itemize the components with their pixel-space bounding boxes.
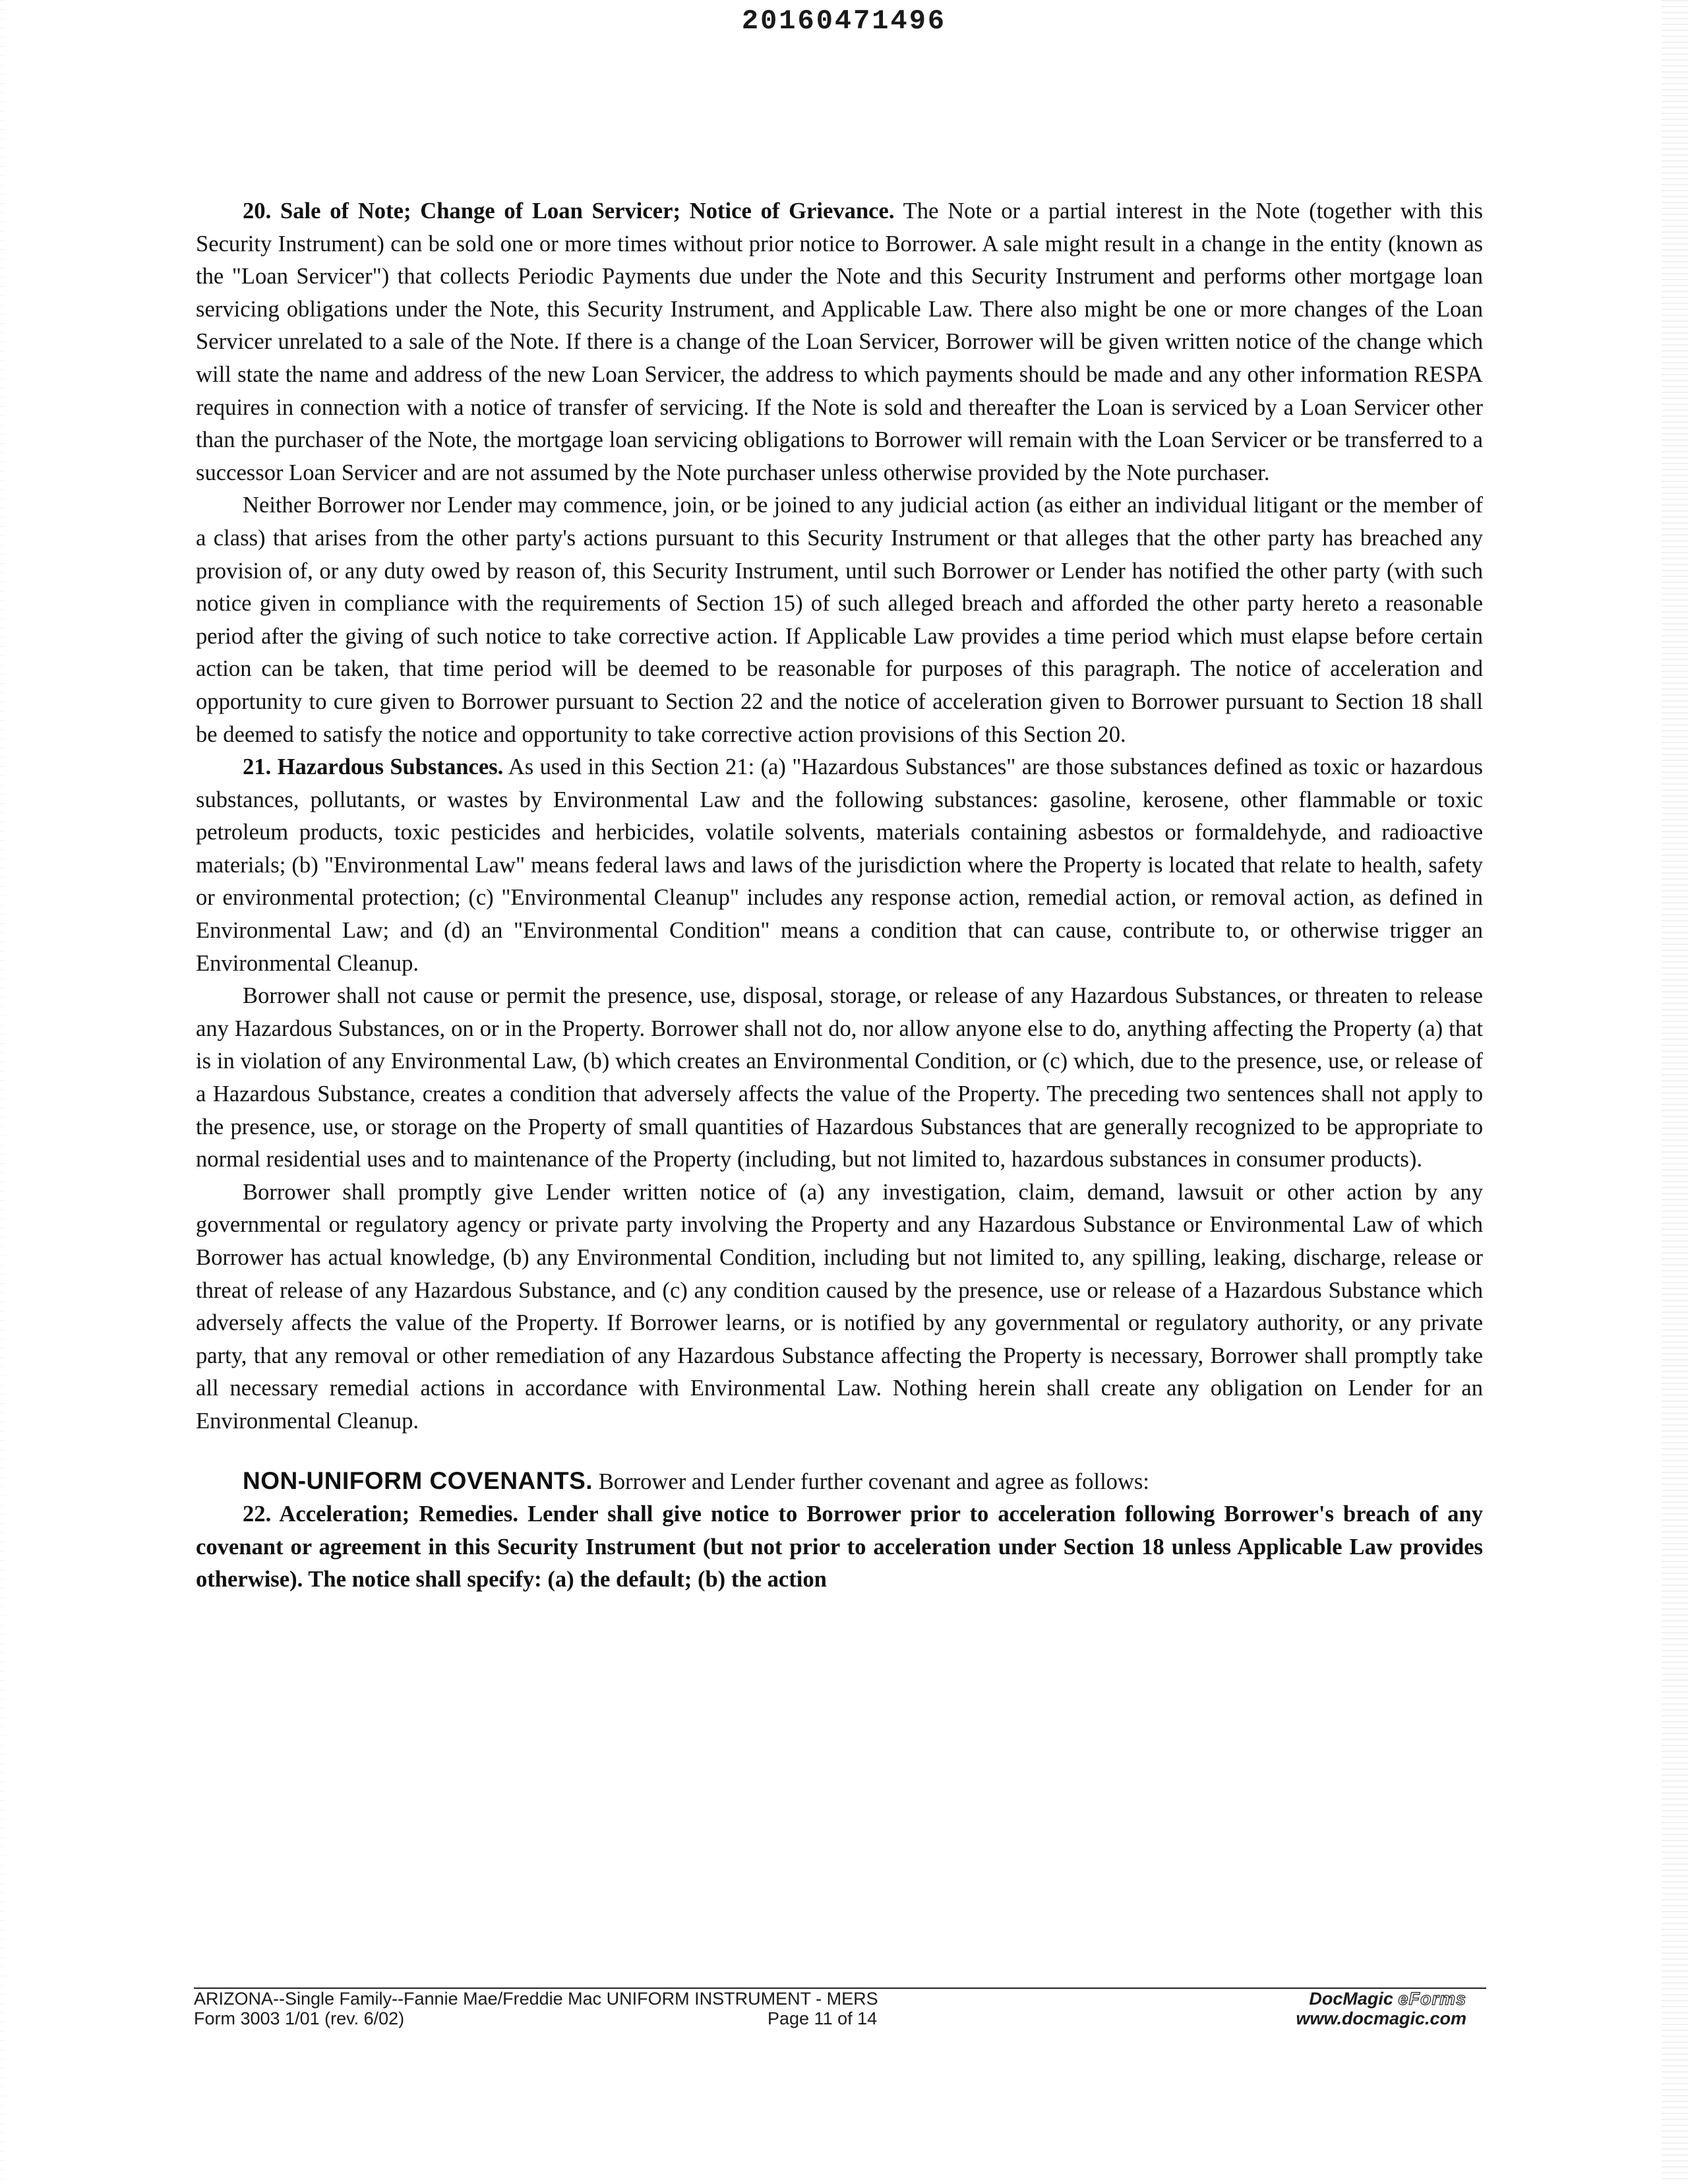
footer-form-info xyxy=(194,1989,1051,2028)
scan-edge-right xyxy=(1662,0,1688,2184)
document-body xyxy=(196,195,1483,1596)
non-uniform-covenants xyxy=(196,1465,1483,1499)
section-20-paragraph-1 xyxy=(196,195,1483,489)
brand-name: DocMagic xyxy=(1309,1989,1393,2009)
brand-eforms-logo: eForms xyxy=(1398,1989,1466,2009)
section-22-text-1: Lender shall give notice to Borrower prior to acceleration following Borrower's breach of any covenant or agreement in this Security Instrument (but not prior to acceleration under Section 18 unless Applicable Law provides otherwise). The notice shall specify: (a) the default; (b) the action xyxy=(196,1502,1483,1592)
recording-number: 20160471496 xyxy=(741,5,947,37)
footer-brand xyxy=(1190,1989,1486,2028)
brand-url: www.docmagic.com xyxy=(1296,2009,1466,2028)
section-20-heading: 20. Sale of Note; Change of Loan Servicer; Notice of Grievance. xyxy=(243,198,895,224)
footer-form-id: Form 3003 1/01 (rev. 6/02) xyxy=(194,2009,405,2028)
section-21-paragraph-2: Borrower shall not cause or permit the presence, use, disposal, storage, or release of any Hazardous Substances, or threaten to release any Hazardous Substances, on or in the Property. Borrower shall not do, nor allow anyone else to do, anything affecting the Property (a) that is in violation of any Environmental Law, (b) which creates an Environmental Condition, or (c) which, due to the presence, use, or release of a Hazardous Substance, creates a condition that adversely affects the value of the Property. The preceding two sentences shall not apply to the presence, use, or storage on the Property of small quantities of Hazardous Substances that are generally recognized to be appropriate to normal residential uses and to maintenance of the Property (including, but not limited to, hazardous substances in consumer products). xyxy=(196,983,1483,1172)
section-21-paragraph-1 xyxy=(196,751,1483,980)
section-21-heading: 21. Hazardous Substances. xyxy=(243,754,504,780)
scan-edge-left xyxy=(0,0,5,2184)
page-footer xyxy=(194,1987,1486,2028)
section-21-text-1: As used in this Section 21: (a) "Hazardous Substances" are those substances defined as toxic or hazardous substances, pollutants, or wastes by Environmental Law and the following substances: gasoline, kerosene, other flammable or toxic petroleum products, toxic pesticides and herbicides, volatile solvents, materials containing asbestos or formaldehyde, and radioactive materials; (b) "Environmental Law" means federal laws and laws of the jurisdiction where the Property is located that relate to health, safety or environmental protection; (c) "Environmental Cleanup" includes any response action, remedial action, or removal action, as defined in Environmental Law; and (d) an "Environmental Condition" means a condition that can cause, contribute to, or otherwise trigger an Environmental Cleanup. xyxy=(196,754,1483,976)
section-20-paragraph-2: Neither Borrower nor Lender may commence, join, or be joined to any judicial action (as either an individual litigant or the member of a class) that arises from the other party's actions pursuant to this Security Instrument or that alleges that the other party has breached any provision of, or any duty owed by reason of, this Security Instrument, until such Borrower or Lender has notified the other party (with such notice given in compliance with the requirements of Section 15) of such alleged breach and afforded the other party hereto a reasonable period after the giving of such notice to take corrective action. If Applicable Law provides a time period which must elapse before certain action can be taken, that time period will be deemed to be reasonable for purposes of this paragraph. The notice of acceleration and opportunity to cure given to Borrower pursuant to Section 22 and the notice of acceleration given to Borrower pursuant to Section 18 shall be deemed to satisfy the notice and opportunity to take corrective action provisions of this Section 20. xyxy=(196,493,1483,747)
non-uniform-heading: NON-UNIFORM COVENANTS. xyxy=(243,1467,593,1494)
section-21-paragraph-3: Borrower shall promptly give Lender written notice of (a) any investigation, claim, demand, lawsuit or other action by any governmental or regulatory agency or private party involving the Property and any Hazardous Substance or Environmental Law of which Borrower has actual knowledge, (b) any Environmental Condition, including but not limited to, any spilling, leaking, discharge, release or threat of release of any Hazardous Substance, and (c) any condition caused by the presence, use or release of a Hazardous Substance which adversely affects the value of the Property. If Borrower learns, or is notified by any governmental or regulatory authority, or any private party, that any removal or other remediation of any Hazardous Substance affecting the Property is necessary, Borrower shall promptly take all necessary remedial actions in accordance with Environmental Law. Nothing herein shall create any obligation on Lender for an Environmental Cleanup. xyxy=(196,1179,1483,1434)
non-uniform-text: Borrower and Lender further covenant and agree as follows: xyxy=(598,1469,1149,1494)
section-20-text-1: The Note or a partial interest in the Note (together with this Security Instrument) can be sold one or more times without prior notice to Borrower. A sale might result in a change in the entity (known as the "Loan Servicer") that collects Periodic Payments due under the Note and this Security Instrument and performs other mortgage loan servicing obligations under the Note, this Security Instrument, and Applicable Law. There also might be one or more changes of the Loan Servicer unrelated to a sale of the Note. If there is a change of the Loan Servicer, Borrower will be given written notice of the change which will state the name and address of the new Loan Servicer, the address to which payments should be made and any other information RESPA requires in connection with a notice of transfer of servicing. If the Note is sold and thereafter the Loan is serviced by a Loan Servicer other than the purchaser of the Note, the mortgage loan servicing obligations to Borrower will remain with the Loan Servicer or be transferred to a successor Loan Servicer and are not assumed by the Note purchaser unless otherwise provided by the Note purchaser. xyxy=(196,198,1483,485)
footer-form-title: ARIZONA--Single Family--Fannie Mae/Freddie Mac UNIFORM INSTRUMENT - MERS xyxy=(194,1989,878,2009)
footer-page-number: Page 11 of 14 xyxy=(768,2009,878,2028)
section-22-paragraph-1 xyxy=(196,1498,1483,1596)
section-22-heading: 22. Acceleration; Remedies. xyxy=(243,1502,519,1527)
